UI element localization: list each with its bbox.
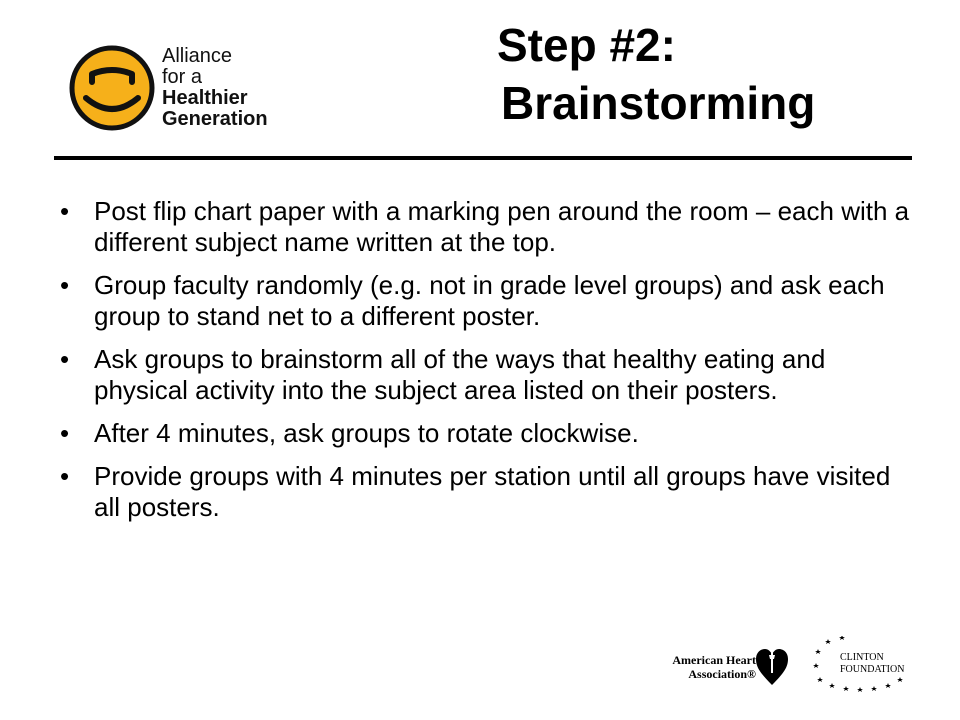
logo-line-1: Alliance: [162, 45, 233, 67]
logo-line-3: Healthier: [162, 87, 248, 109]
alliance-logo: [66, 42, 306, 132]
title-line-2: Brainstorming: [501, 77, 816, 129]
list-item: [60, 418, 910, 449]
logo-line-4: Generation: [162, 108, 268, 130]
bullet-dot-icon: •: [60, 418, 70, 448]
aha-wordmark: [660, 653, 756, 681]
list-item: [60, 344, 910, 406]
bullet-text: Provide groups with 4 minutes per station until all groups have visited all posters.: [94, 461, 891, 522]
logo-line-2: for a: [162, 66, 203, 88]
list-item: [60, 270, 910, 332]
clinton-line-2: FOUNDATION: [840, 664, 905, 675]
bullet-dot-icon: •: [60, 461, 70, 491]
title-divider: [54, 156, 912, 160]
list-item: [60, 461, 910, 523]
logo-wordmark: [162, 46, 268, 130]
bullet-dot-icon: •: [60, 196, 70, 226]
bullet-text: Group faculty randomly (e.g. not in grade level groups) and ask each group to stand net to a different poster.: [94, 270, 885, 331]
bullet-list: [60, 196, 910, 535]
bullet-text: After 4 minutes, ask groups to rotate clockwise.: [94, 418, 639, 448]
title-line-1: Step #2:: [497, 19, 676, 71]
clinton-line-1: CLINTON: [840, 652, 884, 663]
bullet-text: Ask groups to brainstorm all of the ways that healthy eating and physical activity into the subject area listed on their posters.: [94, 344, 826, 405]
aha-line-1: American Heart: [672, 653, 756, 667]
american-heart-logo: [660, 643, 790, 691]
bullet-dot-icon: •: [60, 270, 70, 300]
heart-torch-icon: [756, 643, 788, 687]
bullet-dot-icon: •: [60, 344, 70, 374]
clinton-wordmark: [840, 652, 904, 676]
aha-line-2: Association®: [688, 667, 756, 681]
smiley-face-icon: [66, 42, 158, 134]
list-item: [60, 196, 910, 258]
bullet-text: Post flip chart paper with a marking pen around the room – each with a different subject name written at the top.: [94, 196, 910, 257]
clinton-foundation-logo: [810, 636, 910, 694]
slide-title: [497, 16, 937, 132]
